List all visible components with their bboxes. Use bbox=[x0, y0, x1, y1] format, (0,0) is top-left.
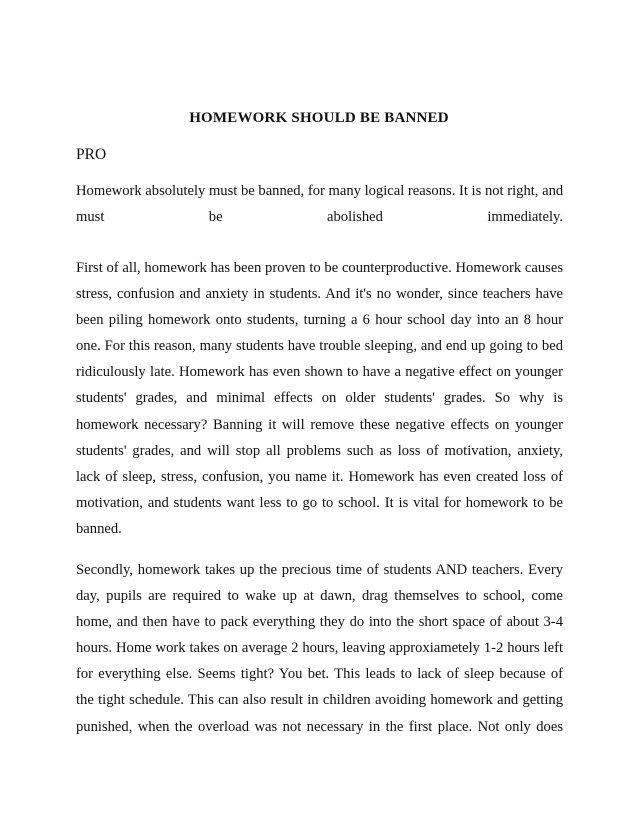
paragraph-line: hours. Home work takes on average 2 hours, leaving approxiametely 1-2 hours left bbox=[76, 640, 563, 657]
paragraph-line: Homework absolutely must be banned, for many logical reasons. It is not right, and bbox=[76, 183, 564, 199]
document-title: HOMEWORK SHOULD BE BANNED bbox=[189, 110, 449, 126]
paragraph-line: students' grades, and minimal effects on older students' grades. So why is bbox=[76, 390, 563, 407]
paragraph-line: one. For this reason, many students have trouble sleeping, and end up going to bed bbox=[76, 338, 563, 355]
paragraph-line: First of all, homework has been proven to be counterproductive. Homework causes bbox=[76, 260, 563, 276]
paragraph-line: home, and then have to pack everything they do into the short space of about 3-4 bbox=[76, 614, 563, 631]
paragraph-line: motivation, and students want less to go to school. It is vital for homework to be bbox=[76, 494, 563, 511]
paragraph-line: students' grades, and will stop all problems such as loss of motivation, anxiety, bbox=[76, 442, 563, 459]
paragraph-line: ridiculously late. Homework has even shown to have a negative effect on younger bbox=[76, 364, 563, 381]
paragraph-first-argument bbox=[76, 255, 563, 542]
paragraph-line: stress, confusion and anxiety in students. And it's no wonder, since teachers have bbox=[76, 286, 563, 303]
paragraph-line: must be abolished immediately. bbox=[76, 209, 563, 226]
paragraph-line: punished, when the overload was not necessary in the first place. Not only does bbox=[76, 718, 563, 735]
paragraph-line: Secondly, homework takes up the precious time of students AND teachers. Every bbox=[76, 562, 563, 578]
paragraph-line: banned. bbox=[76, 520, 122, 537]
section-label: PRO bbox=[76, 146, 107, 163]
paragraph-intro bbox=[76, 178, 563, 230]
paragraph-line: day, pupils are required to wake up at dawn, drag themselves to school, come bbox=[76, 588, 563, 605]
paragraph-line: been piling homework onto students, turning a 6 hour school day into an 8 hour bbox=[76, 312, 563, 329]
paragraph-line: the tight schedule. This can also result in children avoiding homework and getting bbox=[76, 692, 563, 709]
paragraph-line: for everything else. Seems tight? You bet. This leads to lack of sleep because of bbox=[76, 666, 563, 683]
paragraph-line: homework necessary? Banning it will remove these negative effects on younger bbox=[76, 416, 563, 433]
paragraph-line: lack of sleep, stress, confusion, you name it. Homework has even created loss of bbox=[76, 468, 563, 485]
paragraph-second-argument bbox=[76, 557, 563, 740]
